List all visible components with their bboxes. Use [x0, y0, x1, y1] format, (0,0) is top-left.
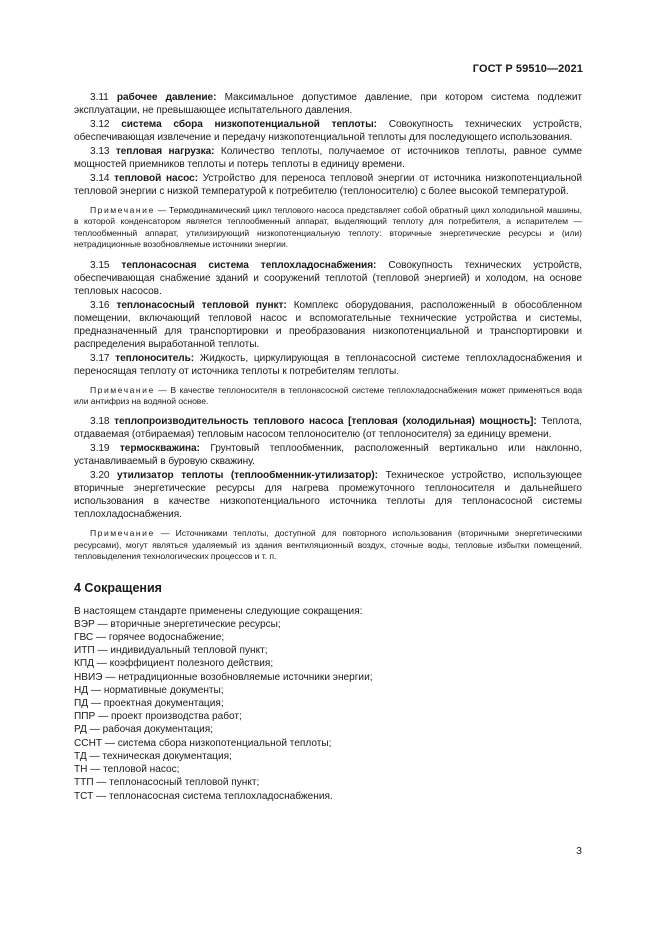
term-name: тепловая нагрузка: [115, 146, 215, 157]
term-3-17 [74, 352, 582, 378]
term-3-12 [74, 118, 582, 144]
terms-group-a [74, 91, 582, 198]
term-number: 3.20 [90, 470, 110, 482]
list-item: ПД — проектная документация; [74, 698, 224, 710]
term-name: термоскважина: [119, 443, 200, 455]
term-name: теплопроизводительность теплового насоса [тепловая (холодильная) мощность]: [114, 416, 537, 428]
term-3-16 [74, 299, 582, 351]
document-code-header: ГОСТ Р 59510—2021 [472, 63, 583, 75]
page-number: 3 [576, 845, 582, 857]
term-definition: Совокупность технических устройств, обеспечивающая снабжение зданий и сооружений теплотой (тепловой энергией) и холодом, на основе тепловых насосов. [74, 259, 582, 297]
term-name: тепловой насос: [114, 173, 199, 184]
term-3-18 [74, 415, 582, 441]
term-definition: Максимальное допустимое давление, при котором система подлежит эксплуатации, не превышающее испытательного давления. [74, 92, 582, 116]
list-item: ТТП — теплонасосный тепловой пункт; [74, 777, 260, 789]
term-name: теплоноситель: [115, 352, 195, 364]
list-item: ППР — проект производства работ; [74, 711, 242, 723]
term-number: 3.16 [90, 299, 110, 311]
list-item: ИТП — индивидуальный тепловой пункт; [74, 645, 268, 657]
note-heat-pump-cycle [74, 205, 582, 251]
term-name: система сбора низкопотенциальной теплоты: [121, 119, 377, 130]
note-label: Примечание [90, 384, 155, 395]
term-3-20 [74, 469, 582, 521]
list-item: ТД — техническая документация; [74, 750, 232, 762]
note-text: — Источниками теплоты, доступной для повторного использования (вторичными энергетическими ресурсами), могут являться удаляемый из здания вентиляционный воздух, сточные воды, тепловые избытки помещений, тепловыделения технологических процессов и т. п. [74, 528, 582, 562]
term-definition: Теплота, отдаваемая (отбираемая) тепловым насосом теплоносителю (от теплоносителя) за единицу времени. [74, 416, 582, 441]
term-3-14 [74, 172, 582, 198]
term-number: 3.13 [90, 146, 110, 157]
list-item: ССНТ — система сбора низкопотенциальной теплоты; [74, 737, 332, 749]
list-item: РД — рабочая документация; [74, 724, 214, 736]
term-3-19 [74, 442, 582, 468]
note-heat-carrier [74, 385, 582, 408]
note-text: — Термодинамический цикл теплового насоса представляет собой обратный цикл холодильной машины, в которой конденсатором является теплообменный аппарат, выделяющий теплоту для потребителя, а испарителем — теплообменный аппарат, утилизирующий низкопотенциальную теплоту: вторичные энергетические ресурсы и (или) нетрадиционные возобновляемые источники энергии. [74, 205, 582, 250]
abbreviations-list [74, 618, 582, 803]
term-definition: Жидкость, циркулирующая в теплонасосной системе теплохладоснабжения и переносящая теплоту от источника теплоты к потребителям теплоты. [74, 352, 582, 377]
term-number: 3.11 [90, 92, 109, 103]
list-item: ВЭР — вторичные энергетические ресурсы; [74, 618, 281, 630]
term-3-11 [74, 91, 582, 117]
term-number: 3.17 [90, 352, 110, 364]
list-item: ТН — тепловой насос; [74, 764, 180, 776]
term-3-13 [74, 145, 582, 171]
term-number: 3.12 [90, 119, 110, 130]
list-item: НВИЭ — нетрадиционные возобновляемые источники энергии; [74, 671, 373, 683]
term-definition: Техническое устройство, использующее вторичные энергетические ресурсы для нагрева промежуточного теплоносителя и дальнейшего использования в качестве низкопотенциального источника теплоты для теплонасосной системы теплохладоснабжения. [74, 470, 582, 521]
list-item: НД — нормативные документы; [74, 684, 224, 696]
term-name: теплонасосная система теплохладоснабжения: [121, 259, 377, 271]
note-label: Примечание [90, 528, 155, 539]
page-content [74, 91, 582, 803]
terms-group-b [74, 259, 582, 378]
term-number: 3.14 [90, 173, 110, 184]
section-title: 4 Сокращения [74, 580, 162, 595]
list-item: КПД — коэффициент полезного действия; [74, 658, 274, 670]
term-definition: Количество теплоты, получаемое от источников теплоты, равное сумме мощностей приемников теплоты и потерь теплоты в единицу времени. [74, 146, 582, 170]
term-number: 3.15 [90, 259, 110, 271]
term-name: рабочее давление: [116, 92, 217, 103]
term-definition: Грунтовый теплообменник, расположенный вертикально или наклонно, устанавливаемый в буровую скважину. [74, 443, 582, 468]
terms-group-c [74, 415, 582, 521]
term-number: 3.19 [90, 443, 110, 455]
note-label: Примечание [90, 205, 155, 215]
term-name: утилизатор теплоты (теплообменник-утилизатор): [117, 470, 378, 482]
term-name: теплонасосный тепловой пункт: [116, 299, 287, 311]
term-3-15 [74, 259, 582, 298]
term-definition: Совокупность технических устройств, обеспечивающая извлечение и передачу низкопотенциальной теплоты для последующего использования. [74, 119, 582, 143]
term-number: 3.18 [90, 416, 110, 428]
term-definition: Комплекс оборудования, расположенный в обособленном помещении, включающий тепловой насос и вспомогательные технические устройства и системы, предназначенный для транспортировки и преобразования низкопотенциальной и транспортировки и распределения выработанной теплоты. [74, 299, 583, 350]
list-item: ТСТ — теплонасосная система теплохладоснабжения. [74, 790, 333, 802]
list-item: ГВС — горячее водоснабжение; [74, 632, 225, 644]
abbreviations-intro: В настоящем стандарте применены следующие сокращения: [74, 605, 363, 617]
note-text: — В качестве теплоносителя в теплонасосной системе теплохладоснабжения может применяться вода или антифриз на водяной основе. [74, 384, 582, 407]
note-secondary-resources [74, 528, 582, 562]
term-definition: Устройство для переноса тепловой энергии от источника низкопотенциальной тепловой энергии с низкой температурой к потребителю (теплоносителю) с более высокой температурой. [74, 173, 582, 197]
